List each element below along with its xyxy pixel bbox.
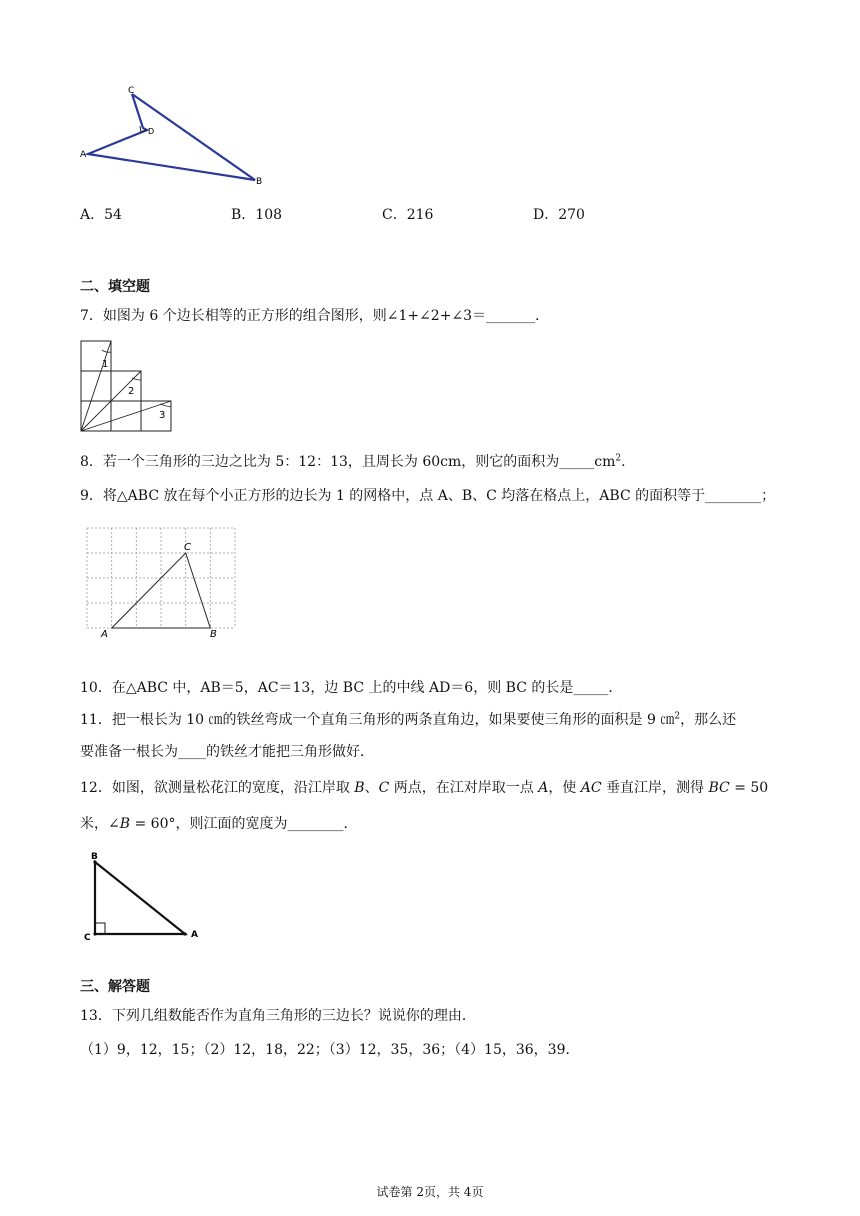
figure-q7-angle-3: 3 [159,410,166,421]
q12-text-4: ，使 [548,780,581,796]
q12-text-8: = 60°，则江面的宽度为________． [130,816,358,832]
figure-q6-outline [88,94,255,180]
question-9: 9．将△ABC 放在每个小正方形的边长为 1 的网格中，点 A、B、C 均落在格点上，ABC 的面积等于________； [80,488,776,504]
figure-q6-triangle [80,80,280,190]
figure-q12-label-a: A [191,930,198,940]
figure-q6-label-b: B [256,177,263,187]
figure-q9-label-b: B [210,629,217,640]
figure-q12-label-c: C [84,933,91,943]
section-2-heading: 二、填空题 [80,279,150,295]
question-11-text-end: ，那么还 [680,712,737,728]
question-12-line-1 [80,777,768,797]
q12-text-6: = 50 [729,780,769,796]
q12-text-5: 垂直江岸，测得 [601,780,709,796]
q12-text-7: 米，∠ [80,816,120,832]
question-8-text: 8．若一个三角形的三边之比为 5：12：13，且周长为 60cm，则它的面积为_____cm [80,454,616,470]
question-11-line-2: 要准备一根长为____的铁丝才能把三角形做好． [80,744,374,760]
q6-option-c: C．216 [382,207,434,223]
question-11-text: 11．把一根长为 10 ㎝的铁丝弯成一个直角三角形的两条直角边，如果要使三角形的面积是 9 ㎝ [80,712,675,728]
figure-q7-angle-1: 1 [102,359,109,370]
q12-var-b: B [354,780,365,796]
question-13-line-2: （1）9，12，15；（2）12，18，22；（3）12，35，36；（4）15，36，39． [80,1042,580,1058]
question-8-superscript: 2 [615,453,622,464]
q12-var-a: A [538,780,549,796]
figure-q12-triangle [80,848,210,948]
question-12-line-2 [80,813,357,833]
q12-var-b2: B [119,816,131,832]
q6-option-a: A．54 [80,207,122,223]
figure-q9-grid [80,520,245,645]
q12-text-3: 两点，在江对岸取一点 [389,780,539,796]
q12-var-c: C [378,780,390,796]
figure-q12-label-b: B [91,852,98,862]
question-13-line-1: 13．下列几组数能否作为直角三角形的三边长？说说你的理由． [80,1008,476,1024]
question-11-superscript: 2 [674,711,681,722]
q12-var-ac: AC [580,780,602,796]
q12-text-2: 、 [364,780,379,796]
question-8-end: . [621,454,626,470]
figure-q9-label-a: A [101,629,108,640]
q12-var-bc: BC [708,780,730,796]
figure-q6-label-c: C [128,86,135,96]
question-10: 10．在△ABC 中，AB＝5，AC＝13，边 BC 上的中线 AD＝6，则 BC 的长是_____． [80,680,623,696]
q12-text-1: 12．如图，欲测量松花江的宽度，沿江岸取 [80,780,355,796]
figure-q9-label-c: C [184,542,191,553]
question-11-line-1 [80,709,736,729]
page-footer: 试卷第 2页，共 4页 [376,1185,484,1199]
section-3-heading: 三、解答题 [80,979,150,995]
figure-q6-label-a: A [80,150,87,160]
q6-option-d: D．270 [533,207,585,223]
question-7: 7．如图为 6 个边长相等的正方形的组合图形，则∠1+∠2+∠3＝_______． [80,308,550,324]
figure-q6-label-d: D [148,127,155,136]
figure-q7-squares [80,340,180,435]
figure-q7-angle-2: 2 [128,386,135,397]
q6-option-b: B．108 [231,207,283,223]
question-8 [80,451,626,471]
